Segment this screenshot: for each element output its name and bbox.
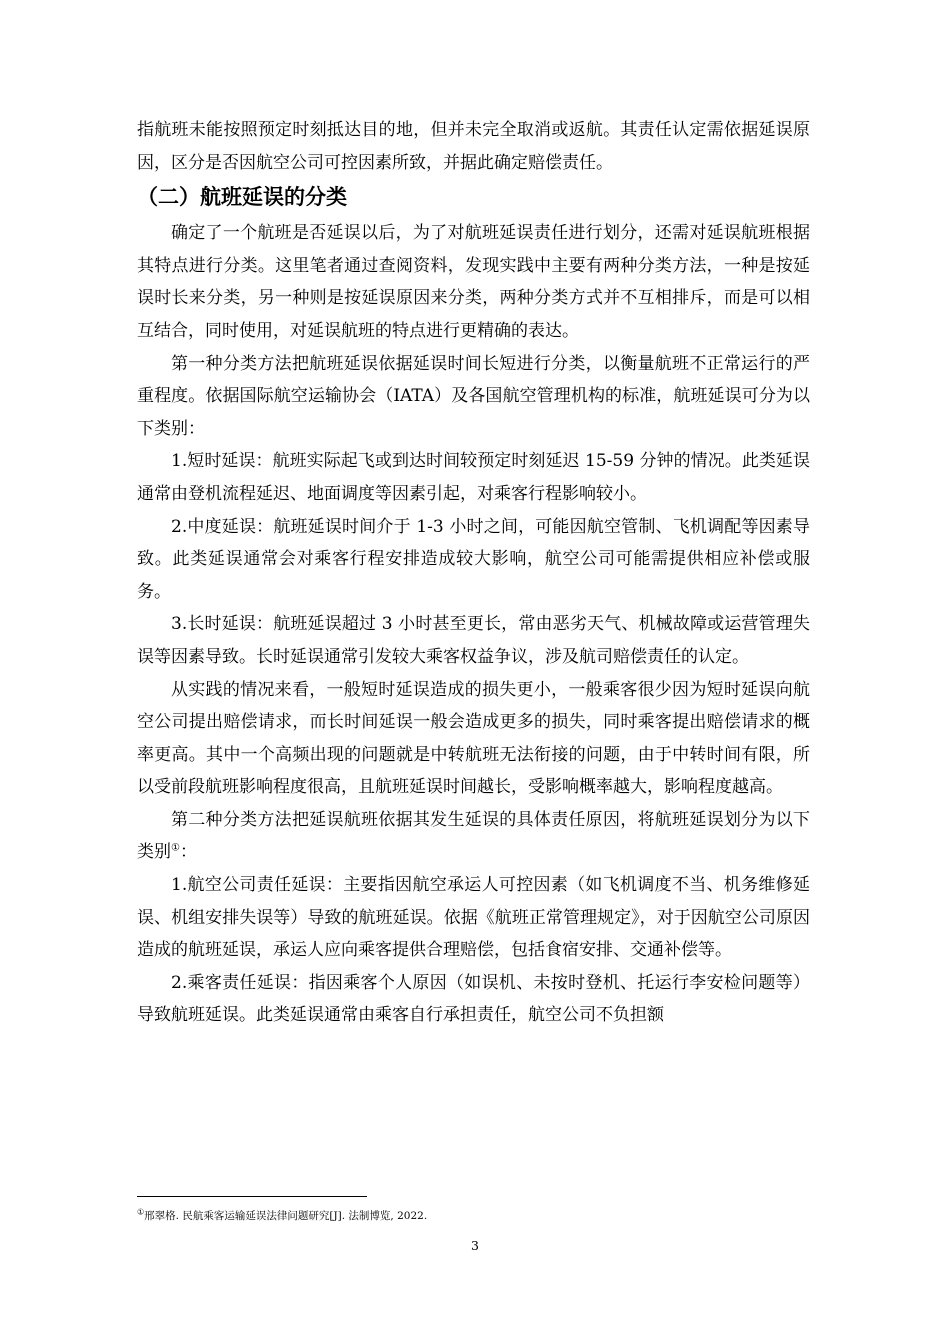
page-number: 3 [471, 1238, 479, 1253]
paragraph-second-method [137, 804, 810, 869]
list-item-passenger-delay: 2.乘客责任延误：指因乘客个人原因（如误机、未按时登机、托运行李安检问题等）导致航班延误。此类延误通常由乘客自行承担责任，航空公司不负担额 [137, 972, 810, 1026]
paragraph-first-method: 第一种分类方法把航班延误依据延误时间长短进行分类，以衡量航班不正常运行的严重程度。依据国际航空运输协会（IATA）及各国航空管理机构的标准，航班延误可分为以下类别： [137, 353, 810, 439]
list-item-short-delay: 1.短时延误：航班实际起飞或到达时间较预定时刻延迟 15-59 分钟的情况。此类延误通常由登机流程延迟、地面调度等因素引起，对乘客行程影响较小。 [137, 451, 810, 504]
list-item-medium-delay: 2.中度延误：航班延误时间介于 1-3 小时之间，可能因航空管制、飞机调配等因素导致。此类延误通常会对乘客行程安排造成较大影响，航空公司可能需提供相应补偿或服务。 [137, 516, 810, 602]
footnote-divider [137, 1196, 367, 1197]
footnote-text: 邢翠格. 民航乘客运输延误法律问题研究[J]. 法制博览, 2022. [144, 1210, 428, 1222]
footnote-marker: ① [137, 1207, 145, 1217]
second-method-colon: ： [179, 842, 197, 863]
footnote [137, 1208, 427, 1224]
paragraph-continuation: 指航班未能按照预定时刻抵达目的地，但并未完全取消或返航。其责任认定需依据延误原因，区分是否因航空公司可控因素所致，并据此确定赔偿责任。 [137, 120, 810, 173]
list-item-long-delay: 3.长时延误：航班延误超过 3 小时甚至更长，常由恶劣天气、机械故障或运营管理失误等因素导致。长时延误通常引发较大乘客权益争议，涉及航司赔偿责任的认定。 [137, 614, 810, 667]
document-body [137, 114, 810, 1032]
section-heading: （二）航班延误的分类 [137, 185, 347, 210]
paragraph-intro: 确定了一个航班是否延误以后，为了对航班延误责任进行划分，还需对延误航班根据其特点进行分类。这里笔者通过查阅资料，发现实践中主要有两种分类方法，一种是按延误时长来分类，另一种则是按延误原因来分类，两种分类方式并不互相排斥，而是可以相互结合，同时使用，对延误航班的特点进行更精确的表达。 [137, 223, 810, 341]
footnote-reference[interactable]: ① [171, 842, 180, 854]
list-item-airline-delay: 1.航空公司责任延误：主要指因航空承运人可控因素（如飞机调度不当、机务维修延误、机组安排失误等）导致的航班延误。依据《航班正常管理规定》，对于因航空公司原因造成的航班延误，承运人应向乘客提供合理赔偿，包括食宿安排、交通补偿等。 [137, 875, 810, 961]
second-method-text: 第二种分类方法把延误航班依据其发生延误的具体责任原因，将航班延误划分为以下类别 [137, 809, 810, 863]
paragraph-practice: 从实践的情况来看，一般短时延误造成的损失更小，一般乘客很少因为短时延误向航空公司提出赔偿请求，而长时间延误一般会造成更多的损失，同时乘客提出赔偿请求的概率更高。其中一个高频出现的问题就是中转航班无法衔接的问题，由于中转时间有限，所以受前段航班影响程度很高，且航班延误时间越长，受影响概率越大，影响程度越高。 [137, 679, 810, 798]
